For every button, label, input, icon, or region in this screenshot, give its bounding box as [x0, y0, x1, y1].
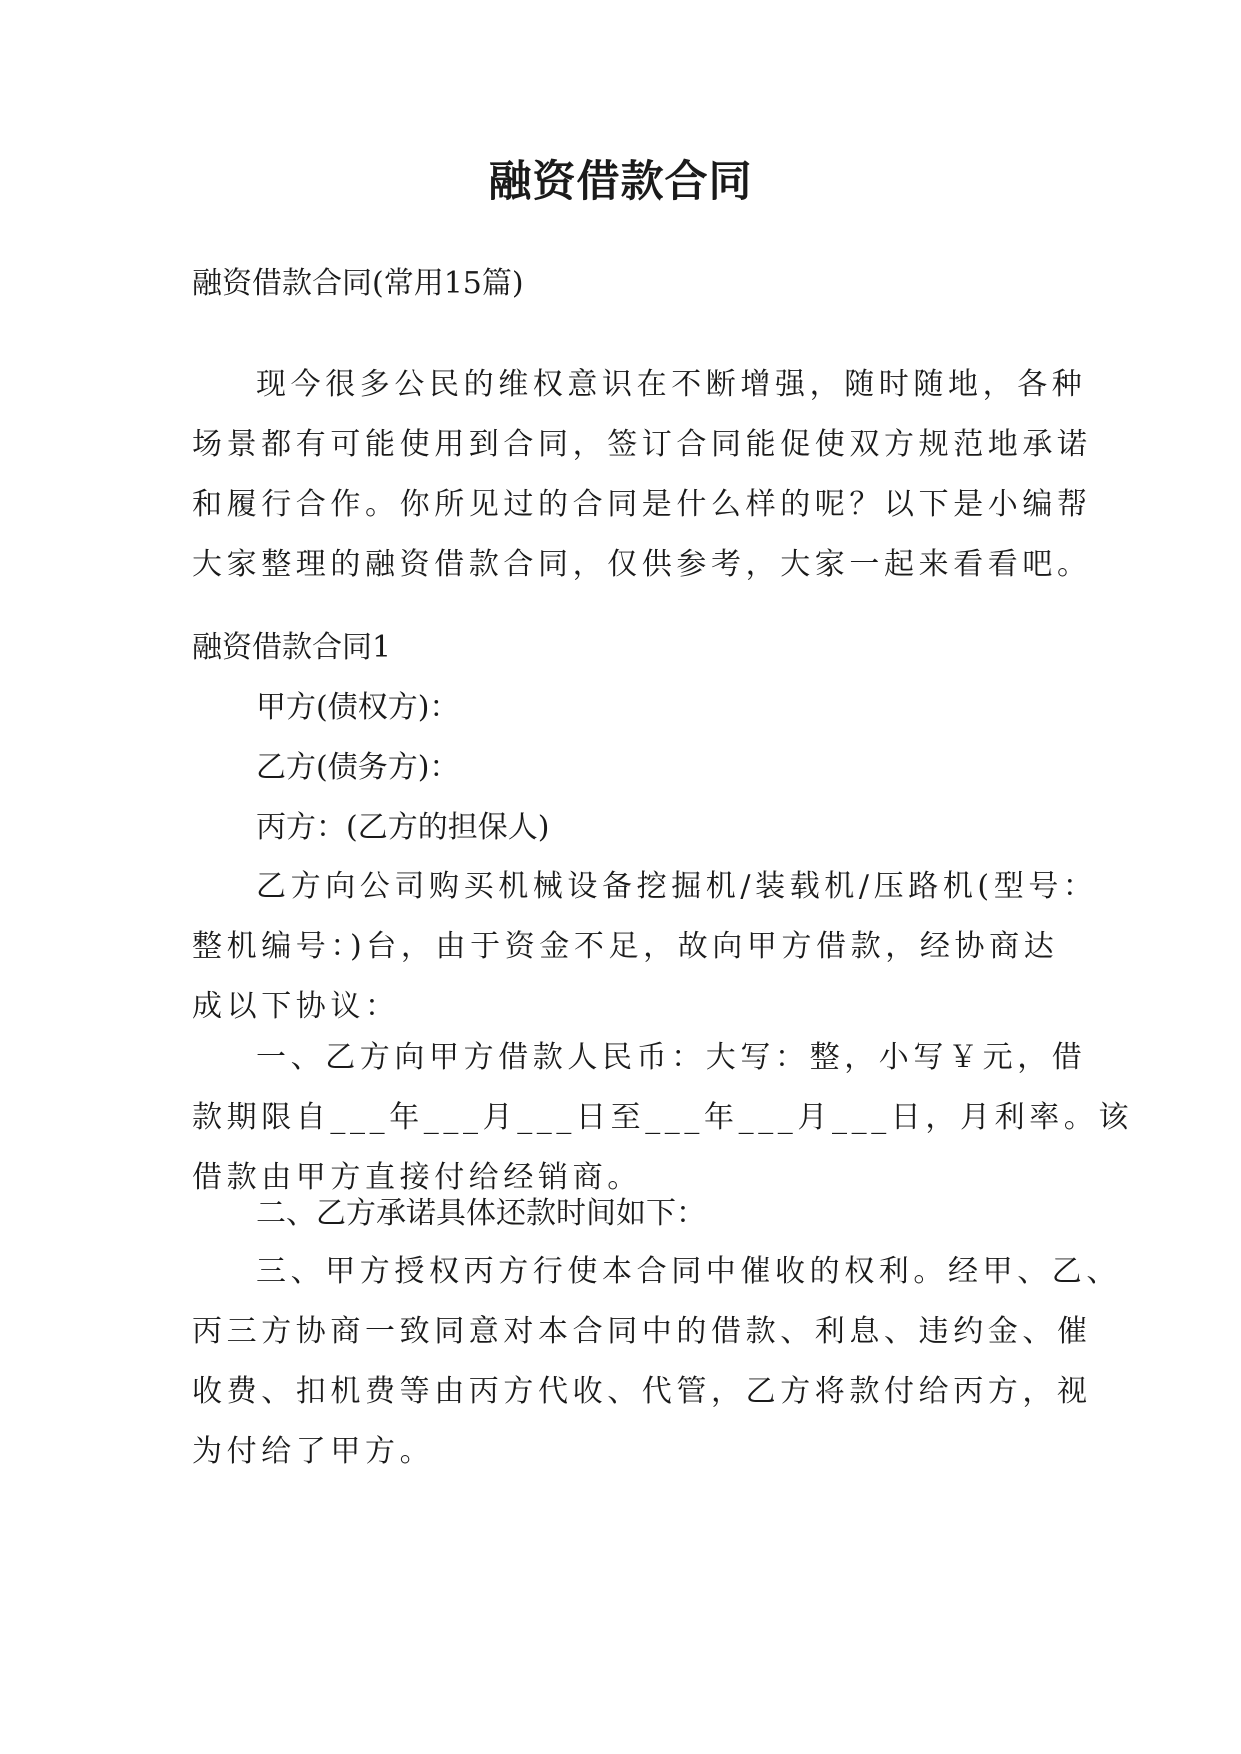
- clause-line: 整机编号：)台，由于资金不足，故向甲方借款，经协商达: [192, 929, 1059, 964]
- clause-line: 丙三方协商一致同意对本合同中的借款、利息、违约金、催: [192, 1314, 1092, 1349]
- party-c-line: 丙方：(乙方的担保人): [256, 810, 550, 845]
- intro-line: 场景都有可能使用到合同，签订合同能促使双方规范地承诺: [192, 427, 1092, 462]
- document-title: 融资借款合同: [488, 157, 753, 207]
- party-b-line: 乙方(债务方)：: [256, 750, 460, 785]
- clause-2: 二、乙方承诺具体还款时间如下：: [256, 1196, 706, 1231]
- section-heading: 融资借款合同1: [192, 630, 392, 665]
- intro-line: 大家整理的融资借款合同，仅供参考，大家一起来看看吧。: [192, 547, 1092, 582]
- clause-line: 借款由甲方直接付给经销商。: [192, 1160, 642, 1195]
- clause-line: 收费、扣机费等由丙方代收、代管，乙方将款付给丙方，视: [192, 1374, 1092, 1409]
- clause-line: 款期限自___年___月___日至___年___月___日，月利率。该: [192, 1100, 1133, 1135]
- intro-line: 和履行合作。你所见过的合同是什么样的呢？以下是小编帮: [192, 487, 1092, 522]
- document-subtitle: 融资借款合同(常用15篇): [192, 266, 524, 301]
- clause-line: 乙方向公司购买机械设备挖掘机/装载机/压路机(型号：: [256, 869, 1098, 904]
- clause-line: 一、乙方向甲方借款人民币：大写：整，小写￥元，借: [256, 1040, 1087, 1075]
- clause-line: 成以下协议：: [192, 989, 400, 1024]
- purchase-clause: [192, 857, 1098, 1037]
- clause-line: 三、甲方授权丙方行使本合同中催收的权利。经甲、乙、: [256, 1254, 1121, 1289]
- intro-line: 现今很多公民的维权意识在不断增强，随时随地，各种: [256, 367, 1087, 402]
- clause-line: 为付给了甲方。: [192, 1434, 435, 1469]
- party-a-line: 甲方(债权方)：: [256, 690, 460, 725]
- intro-paragraph: [192, 355, 1092, 595]
- clause-1: [192, 1028, 1133, 1208]
- clause-3: [192, 1242, 1121, 1482]
